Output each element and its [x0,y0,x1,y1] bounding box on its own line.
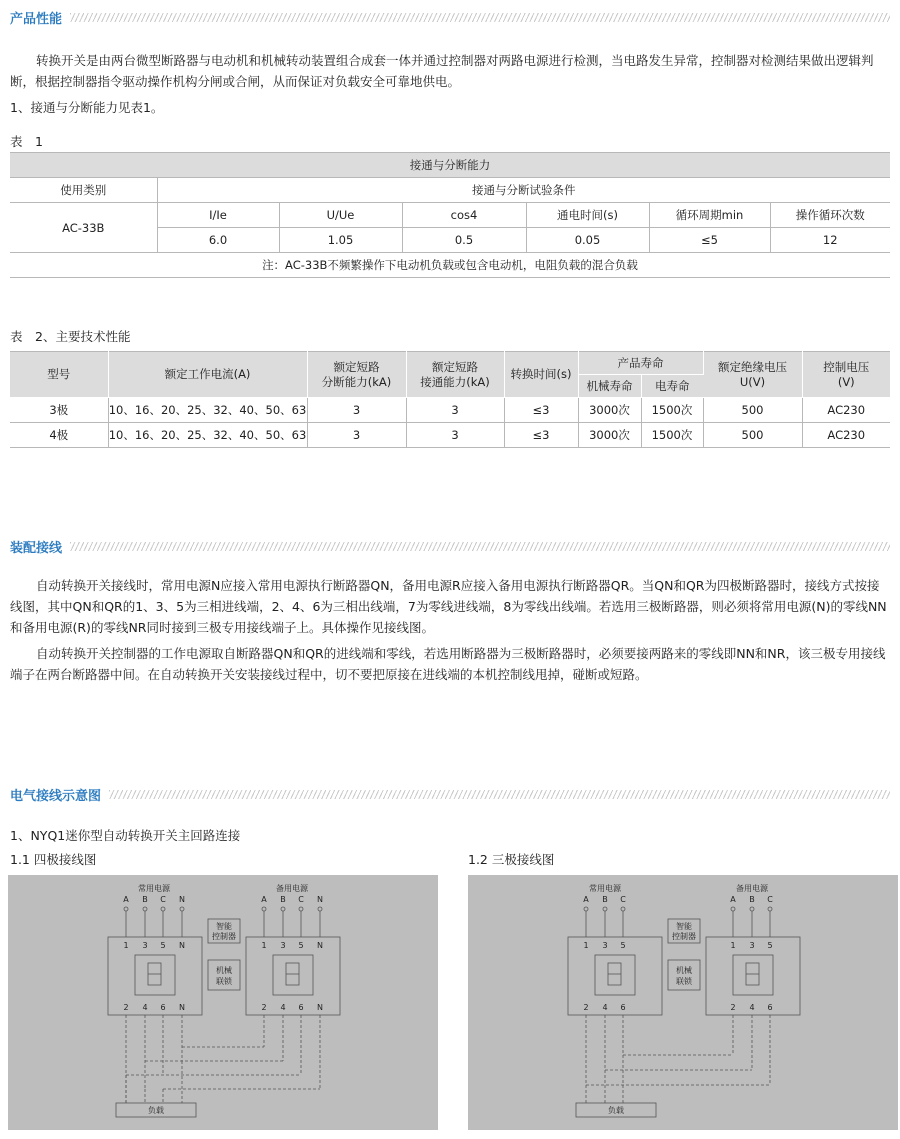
terminal-label: N [317,941,323,950]
phase-label: B [602,895,608,904]
terminal-label: 3 [749,941,755,950]
intro-item: 1、接通与分断能力见表1。 [10,100,164,115]
terminal-label: 6 [298,1003,304,1012]
table1-header: 循环周期min [649,203,770,228]
terminal-label: 2 [261,1003,267,1012]
cell-model: 3极 [10,398,108,423]
phase-label: B [142,895,148,904]
terminal-label: 3 [602,941,608,950]
table-row [10,398,890,423]
table1-value: 12 [770,228,890,253]
table-technical-performance [10,351,890,448]
terminal-label: 1 [261,941,267,950]
table1-header: 通电时间(s) [526,203,649,228]
interlock-label: 机械 [216,966,232,975]
table1-header: cos4 [402,203,526,228]
phase-label: B [749,895,755,904]
table1-value: 0.05 [526,228,649,253]
phase-label: A [583,895,589,904]
load-label: 负载 [148,1106,164,1115]
cell-insulation: 500 [703,423,802,448]
terminal-label: N [179,1003,185,1012]
phase-label: C [298,895,304,904]
phase-label: A [730,895,736,904]
cell-insulation: 500 [703,398,802,423]
diagram-svg [8,875,438,1130]
cell-making: 3 [406,423,504,448]
backup-source-label: 备用电源 [736,884,768,893]
electrical-item: 1、NYQ1迷你型自动转换开关主回路连接 [10,828,241,843]
cell-breaking: 3 [307,398,406,423]
cell-current: 10、16、20、25、32、40、50、63 [108,398,307,423]
cell-elec: 1500次 [641,398,703,423]
cell-elec: 1500次 [641,423,703,448]
normal-source-label: 常用电源 [589,884,621,893]
section-divider [70,13,890,22]
terminal-label: 6 [620,1003,626,1012]
phase-label: N [317,895,323,904]
section-divider [109,790,890,799]
table1-conditions-label: 接通与分断试验条件 [157,178,890,203]
table2-header-making: 额定短路 接通能力(kA) [406,352,504,398]
terminal-label: 5 [767,941,773,950]
controller-label: 控制器 [672,932,696,941]
cell-making: 3 [406,398,504,423]
diagram-caption-4pole: 1.1 四极接线图 [10,852,97,867]
phase-label: A [261,895,267,904]
table1-use-category-label: 使用类别 [10,178,157,203]
table2-header-elec-life: 电寿命 [641,375,703,398]
terminal-label: 4 [749,1003,755,1012]
terminal-label: 3 [142,941,148,950]
table-breaking-capacity [10,152,890,278]
cell-switch: ≤3 [504,398,578,423]
cell-mech: 3000次 [578,398,641,423]
table1-value: 6.0 [157,228,279,253]
phase-label: C [767,895,773,904]
diagram-caption-3pole: 1.2 三极接线图 [468,852,555,867]
table2-header-mech-life: 机械寿命 [578,375,641,398]
section-divider [70,542,890,551]
backup-source-label: 备用电源 [276,884,308,893]
cell-control: AC230 [802,423,890,448]
wiring-paragraph-1: 自动转换开关接线时，常用电源N应接入常用电源执行断路器QN，备用电源R应接入备用电源执行断路器QR。当QN和QR为四极断路器时，接线方式按接线图，其中QN和QR的1、3、5为三相进线端，2、4、6为三相出线端，7为零线进线端，8为零线出线端。若选用三极断路器，则必须将常用电源(N)的零线NN和备用电源(R)的零线NR同时接到三极专用接线端子上。具体操作见接线图。 [10,578,887,635]
table1-value: 1.05 [279,228,402,253]
table2-header-rated-current: 额定工作电流(A) [108,352,307,398]
intro-paragraph: 转换开关是由两台微型断路器与电动机和机械转动装置组合成套一体并通过控制器对两路电源进行检测，当电路发生异常，控制器对检测结果做出逻辑判断，根据控制器指令驱动操作机构分闸或合闸，从而保证对负载安全可靠地供电。 [10,53,874,89]
table1-value: ≤5 [649,228,770,253]
table2-header-model: 型号 [10,352,108,398]
section-title: 装配接线 [10,540,63,556]
cell-mech: 3000次 [578,423,641,448]
table1-caption: 表 1 [10,134,43,149]
diagram-svg [468,875,898,1130]
phase-label: A [123,895,129,904]
load-label: 负载 [608,1106,624,1115]
table1-value: 0.5 [402,228,526,253]
controller-label: 智能 [216,922,232,931]
interlock-label: 联锁 [676,977,692,986]
table-row [10,423,890,448]
terminal-label: 5 [160,941,166,950]
table1-header: I/Ie [157,203,279,228]
controller-label: 智能 [676,922,692,931]
table2-header-breaking: 额定短路 分断能力(kA) [307,352,406,398]
section-title: 电气接线示意图 [10,788,102,804]
terminal-label: 4 [602,1003,608,1012]
terminal-label: 1 [123,941,129,950]
terminal-label: 1 [730,941,736,950]
table1-title: 接通与分断能力 [10,153,890,178]
controller-label: 控制器 [212,932,236,941]
terminal-label: 5 [620,941,626,950]
terminal-label: 4 [280,1003,286,1012]
cell-model: 4极 [10,423,108,448]
terminal-label: 6 [160,1003,166,1012]
terminal-label: N [317,1003,323,1012]
table2-header-insulation: 额定绝缘电压 U(V) [703,352,802,398]
section-title: 产品性能 [10,11,63,27]
interlock-label: 联锁 [216,977,232,986]
wiring-diagram-3pole [468,875,898,1130]
table2-header-switch-time: 转换时间(s) [504,352,578,398]
cell-breaking: 3 [307,423,406,448]
cell-control: AC230 [802,398,890,423]
table1-header: U/Ue [279,203,402,228]
terminal-label: 4 [142,1003,148,1012]
terminal-label: N [179,941,185,950]
terminal-label: 6 [767,1003,773,1012]
table2-caption: 表 2、主要技术性能 [10,329,131,344]
phase-label: B [280,895,286,904]
terminal-label: 2 [123,1003,129,1012]
wiring-paragraph-2: 自动转换开关控制器的工作电源取自断路器QN和QR的进线端和零线，若选用断路器为三极断路器时，必须要接两路来的零线即NN和NR，该三极专用接线端子在两台断路器中间。在自动转换开关安装接线过程中，切不要把原接在进线端的本机控制线甩掉，碰断或短路。 [10,646,886,682]
wiring-diagram-4pole [8,875,438,1130]
section-header-wiring [10,537,890,555]
section-header-electrical [10,785,890,803]
terminal-label: 3 [280,941,286,950]
phase-label: N [179,895,185,904]
interlock-label: 机械 [676,966,692,975]
section-header-performance [10,8,890,26]
table1-category: AC-33B [10,203,157,253]
phase-label: C [160,895,166,904]
normal-source-label: 常用电源 [138,884,170,893]
table1-note: 注：AC-33B不频繁操作下电动机负载或包含电动机，电阻负载的混合负载 [10,253,890,278]
table2-header-life: 产品寿命 [578,352,703,375]
cell-switch: ≤3 [504,423,578,448]
table1-header: 操作循环次数 [770,203,890,228]
terminal-label: 2 [730,1003,736,1012]
terminal-label: 1 [583,941,589,950]
cell-current: 10、16、20、25、32、40、50、63 [108,423,307,448]
terminal-label: 5 [298,941,304,950]
terminal-label: 2 [583,1003,589,1012]
phase-label: C [620,895,626,904]
table2-header-control: 控制电压 (V) [802,352,890,398]
